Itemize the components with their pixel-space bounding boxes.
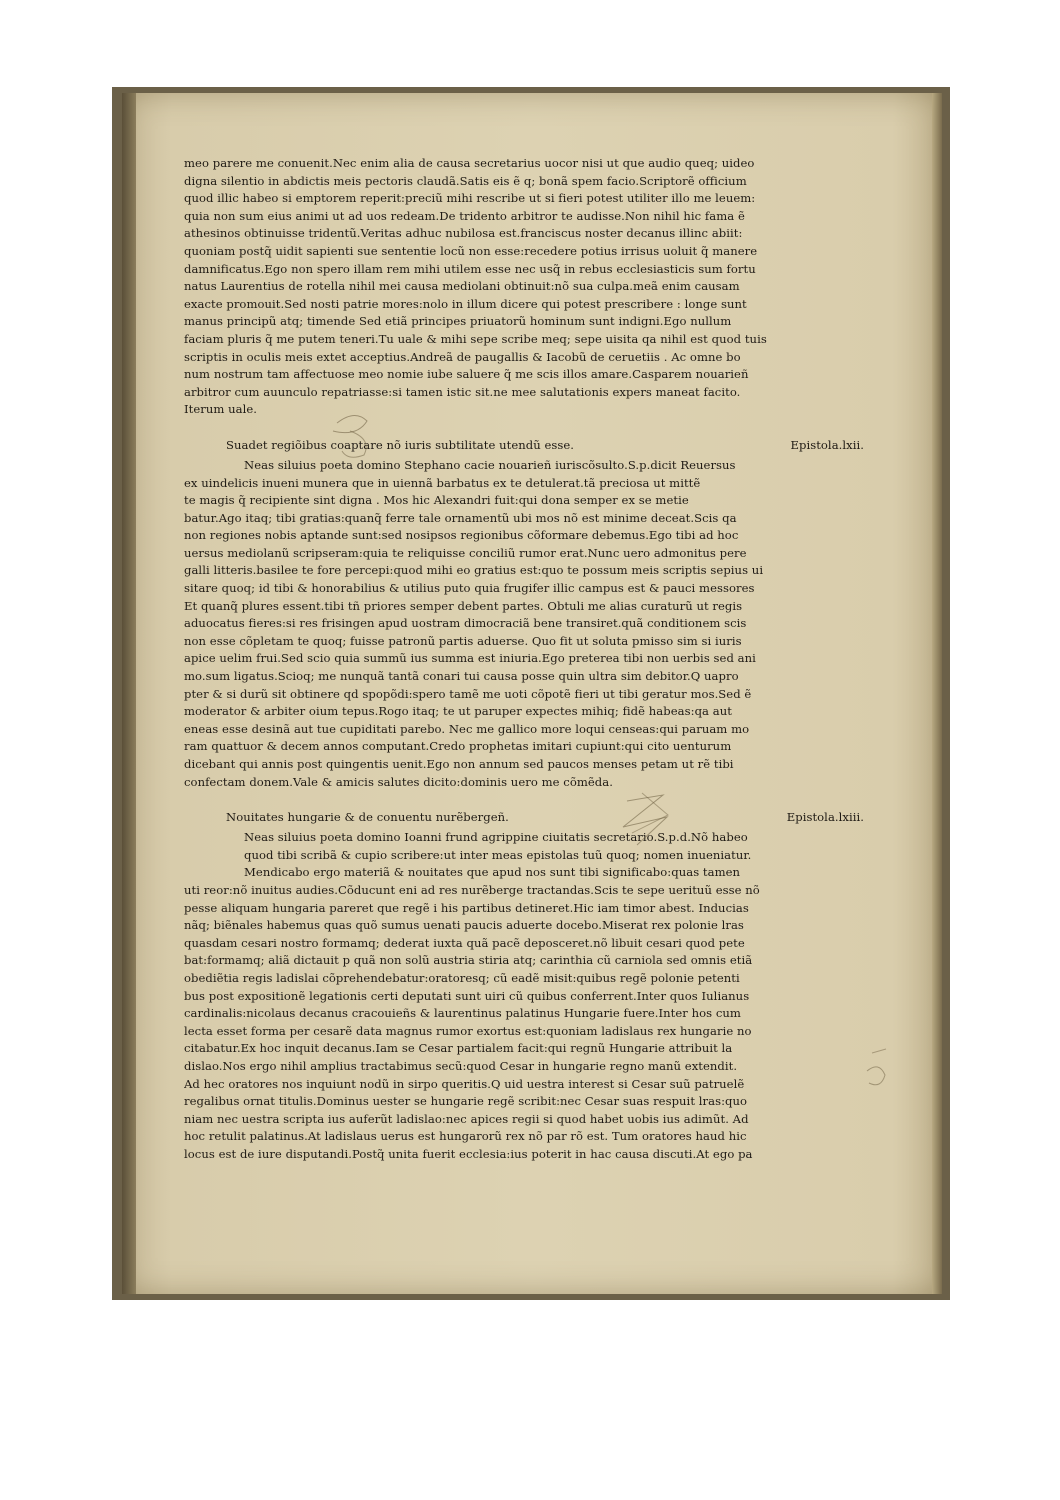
text-line: te magis q̃ recipiente sint digna . Mos hic Alexandri fuit:qui dona semper ex se metie [184,493,689,508]
text-line: hoc retulit palatinus.At ladislaus uerus est hungarorũ rex nõ par rõ est. Tum oratores haud hic [184,1129,747,1144]
text-line: bat:formamq; aliã dictauit p quã non solũ austria stiria atq; carinthia cũ carniola sed omnis etiã [184,953,753,968]
text-line: niam nec uestra scripta ius auferũt ladislao:nec apices regii si quod habet uobis ius adimũt. Ad [184,1111,749,1126]
text-line: dislao.Nos ergo nihil amplius tractabimus secũ:quod Cesar in hungarie regno manũ extendit. [184,1058,738,1073]
text-line: apice uelim frui.Sed scio quia summũ ius summa est iniuria.Ego preterea tibi non uerbis sed ani [184,651,756,666]
letter-heading-62 [184,433,864,457]
text-line: athesinos obtinuisse tridentũ.Veritas adhuc nubilosa est.franciscus noster decanus illinc abiit: [184,226,743,241]
text-line: quasdam cesari nostro formamq; dederat iuxta quã pacẽ deposceret.nõ libuit cesari quod pete [184,935,745,950]
text-line: quod illic habeo si emptorem reperit:preciũ mihi rescribe ut si fieri potest utiliter illo me leuem: [184,191,756,206]
heading-number: Epistola.lxii. [790,437,864,452]
letter-heading-63 [184,805,864,829]
text-line: lecta esset forma per cesarẽ data magnus rumor exortus est:quoniam ladislaus rex hungarie no [184,1023,752,1038]
page-text [184,155,864,1163]
text-line: ram quattuor & decem annos computant.Credo prophetas imitari cupiunt:qui cito uenturum [184,739,732,754]
text-line: uersus mediolanũ scripseram:quia te reliquisse conciliũ rumor erat.Nunc uero admonitus pere [184,545,747,560]
book-page [122,93,942,1294]
letter-continuation [184,155,864,419]
text-line: nãq; biẽnales habemus quas quõ sumus uenati paucis aduerte docebo.Miserat rex polonie lras [184,918,744,933]
text-line: eneas esse desinã aut tue cupiditati parebo. Nec me gallico more loqui censeas:qui paruam mo [184,721,750,736]
text-line: moderator & arbiter oium tepus.Rogo itaq; te ut paruper expectes mihiq; fidẽ habeas:qa aut [184,704,732,719]
text-line: Et quanq̃ plures essent.tibi tñ priores semper debent partes. Obtuli me alias curaturũ ut regis [184,598,743,613]
text-line: mo.sum ligatus.Scioq; me nunquã tantã conari tui causa posse quin ultra sim debitor.Q uapro [184,669,739,684]
text-line: confectam donem.Vale & amicis salutes dicito:dominis uero me cõmẽda. [184,774,613,789]
text-line: ex uindelicis inueni munera que in uiennã barbatus ex te detulerat.tã preciosa ut mittẽ [184,475,701,490]
text-line: natus Laurentius de rotella nihil mei causa mediolani obtinuit:nõ sua culpa.meã enim causam [184,279,740,294]
text-line: damnificatus.Ego non spero illam rem mihi utilem esse nec usq̃ in rebus ecclesiasticis sum fortu [184,261,756,276]
page-right-edge [932,93,942,1294]
letter-63-body [184,882,864,1164]
letter-text-line: Mendicabo ergo materiã & nouitates que apud nos sunt tibi significabo:quas tamen [244,865,741,880]
text-line: obediẽtia regis ladislai cõprehendebatur:oratoresq; cũ eadẽ misit:quibus regẽ polonie petenti [184,970,740,985]
heading-title: Nouitates hungarie & de conuentu nurẽbergeñ. [226,810,509,825]
text-line: num nostrum tam affectuose meo nomie iube saluere q̃ me scis illos amare.Casparem nouarieñ [184,367,749,382]
text-line: pter & si durũ sit obtinere qd spopõdi:spero tamẽ me uoti cõpotẽ fieri ut tibi geratur mos.Sed ẽ [184,686,752,701]
text-line: meo parere me conuenit.Nec enim alia de causa secretarius uocor nisi ut que audio queq; uideo [184,156,755,170]
text-line: bus post expositionẽ legationis certi deputati sunt uiri cũ quibus conferrent.Inter quos Iulianus [184,988,750,1003]
text-line: arbitror cum auunculo repatriasse:si tamen istic sit.ne mee salutationis expers maneat facito. [184,384,741,399]
text-line: dicebant qui annis post quingentis uenit.Ego non annum sed paucos menses petam ut rẽ tibi [184,757,734,771]
text-line: quoniam postq̃ uidit sapienti sue sententie locũ non esse:recedere potius irrisus uoluit q̃ manere [184,243,758,258]
page-left-edge [122,93,136,1294]
text-line: manus principũ atq; timende Sed etiã principes priuatorũ hominum sunt indigni.Ego nullum [184,314,732,329]
text-line: cardinalis:nicolaus decanus cracouieñs & laurentinus palatinus Hungarie fuere.Inter hos cum [184,1006,741,1021]
text-line: non regiones nobis aptande sunt:sed nosipsos regionibus cõformare debemus.Ego tibi ad hoc [184,528,739,543]
letter-opening-line: Neas siluius poeta domino Stephano cacie nouarieñ iuriscõsulto.S.p.dicit Reuersus [244,457,736,472]
text-line: faciam pluris q̃ me putem teneri.Tu uale & mihi sepe scribe meq; sepe uisita qa nihil est quod tuis [184,331,767,346]
text-line: scriptis in oculis meis extet acceptius.Andreã de paugallis & Iacobũ de ceruetiis . Ac omne bo [184,349,741,364]
text-line: sitare quoq; id tibi & honorabilius & utilius puto quia frugifer illic campus est & pauci messores [184,581,755,596]
text-line: galli litteris.basilee te fore percepi:quod mihi eo gratius est:quo te possum meis scriptis sepius ui [184,563,764,578]
text-line: locus est de iure disputandi.Postq̃ unita fuerit ecclesia:ius poterit in hac causa discuti.At ego pa [184,1146,753,1161]
text-line: Iterum uale. [184,402,258,417]
text-line: regalibus ornat titulis.Dominus uester se hungarie regẽ scribit:nec Cesar suas respuit lras:quo [184,1094,748,1109]
text-line: quia non sum eius animi ut ad uos redeam.De tridento arbitror te audisse.Non nihil hic fama ẽ [184,208,745,223]
text-line: citabatur.Ex hoc inquit decanus.Iam se Cesar partialem facit:qui regnũ Hungarie attribuit la [184,1041,733,1056]
heading-title: Suadet regiõibus coaptare nõ iuris subtilitate utendũ esse. [226,437,575,452]
text-line: exacte promouit.Sed nosti patrie mores:nolo in illum dicere qui potest prescribere : longe sunt [184,296,747,311]
text-line: uti reor:nõ inuitus audies.Cõducunt eni ad res nurẽberge tractandas.Scis te sepe uerituũ esse nõ [184,882,760,897]
letter-text-line: quod tibi scribã & cupio scribere:ut inter meas epistolas tuũ quoq; nomen inueniatur. [244,847,752,862]
text-line: non esse cõpletam te quoq; fuisse patronũ partis aduerse. Quo fit ut soluta pmisso sim si iuris [184,633,742,648]
letter-opening-line: Neas siluius poeta domino Ioanni frund agrippine ciuitatis secretario.S.p.d.Nõ habeo [244,830,748,845]
scanned-page-frame [112,87,950,1300]
text-line: batur.Ago itaq; tibi gratias:quanq̃ ferre tale ornamentũ ubi mos nõ est minime deceat.Scis qa [184,510,737,525]
text-line: digna silentio in abdictis meis pectoris claudã.Satis eis ẽ q; bonã spem facio.Scriptorẽ officium [184,173,747,188]
heading-number: Epistola.lxiii. [786,810,864,825]
text-line: aduocatus fieres:si res frisingen apud uostram dimocraciã bene transiret.quã conditionem scis [184,616,747,631]
text-line: pesse aliquam hungaria pareret que regẽ i his partibus detineret.Hic iam timor abest. Inducias [184,900,749,915]
text-line: Ad hec oratores nos inquiunt nodũ in sirpo queritis.Q uid uestra interest si Cesar suũ patruelẽ [184,1076,745,1091]
letter-62-body [184,475,864,792]
